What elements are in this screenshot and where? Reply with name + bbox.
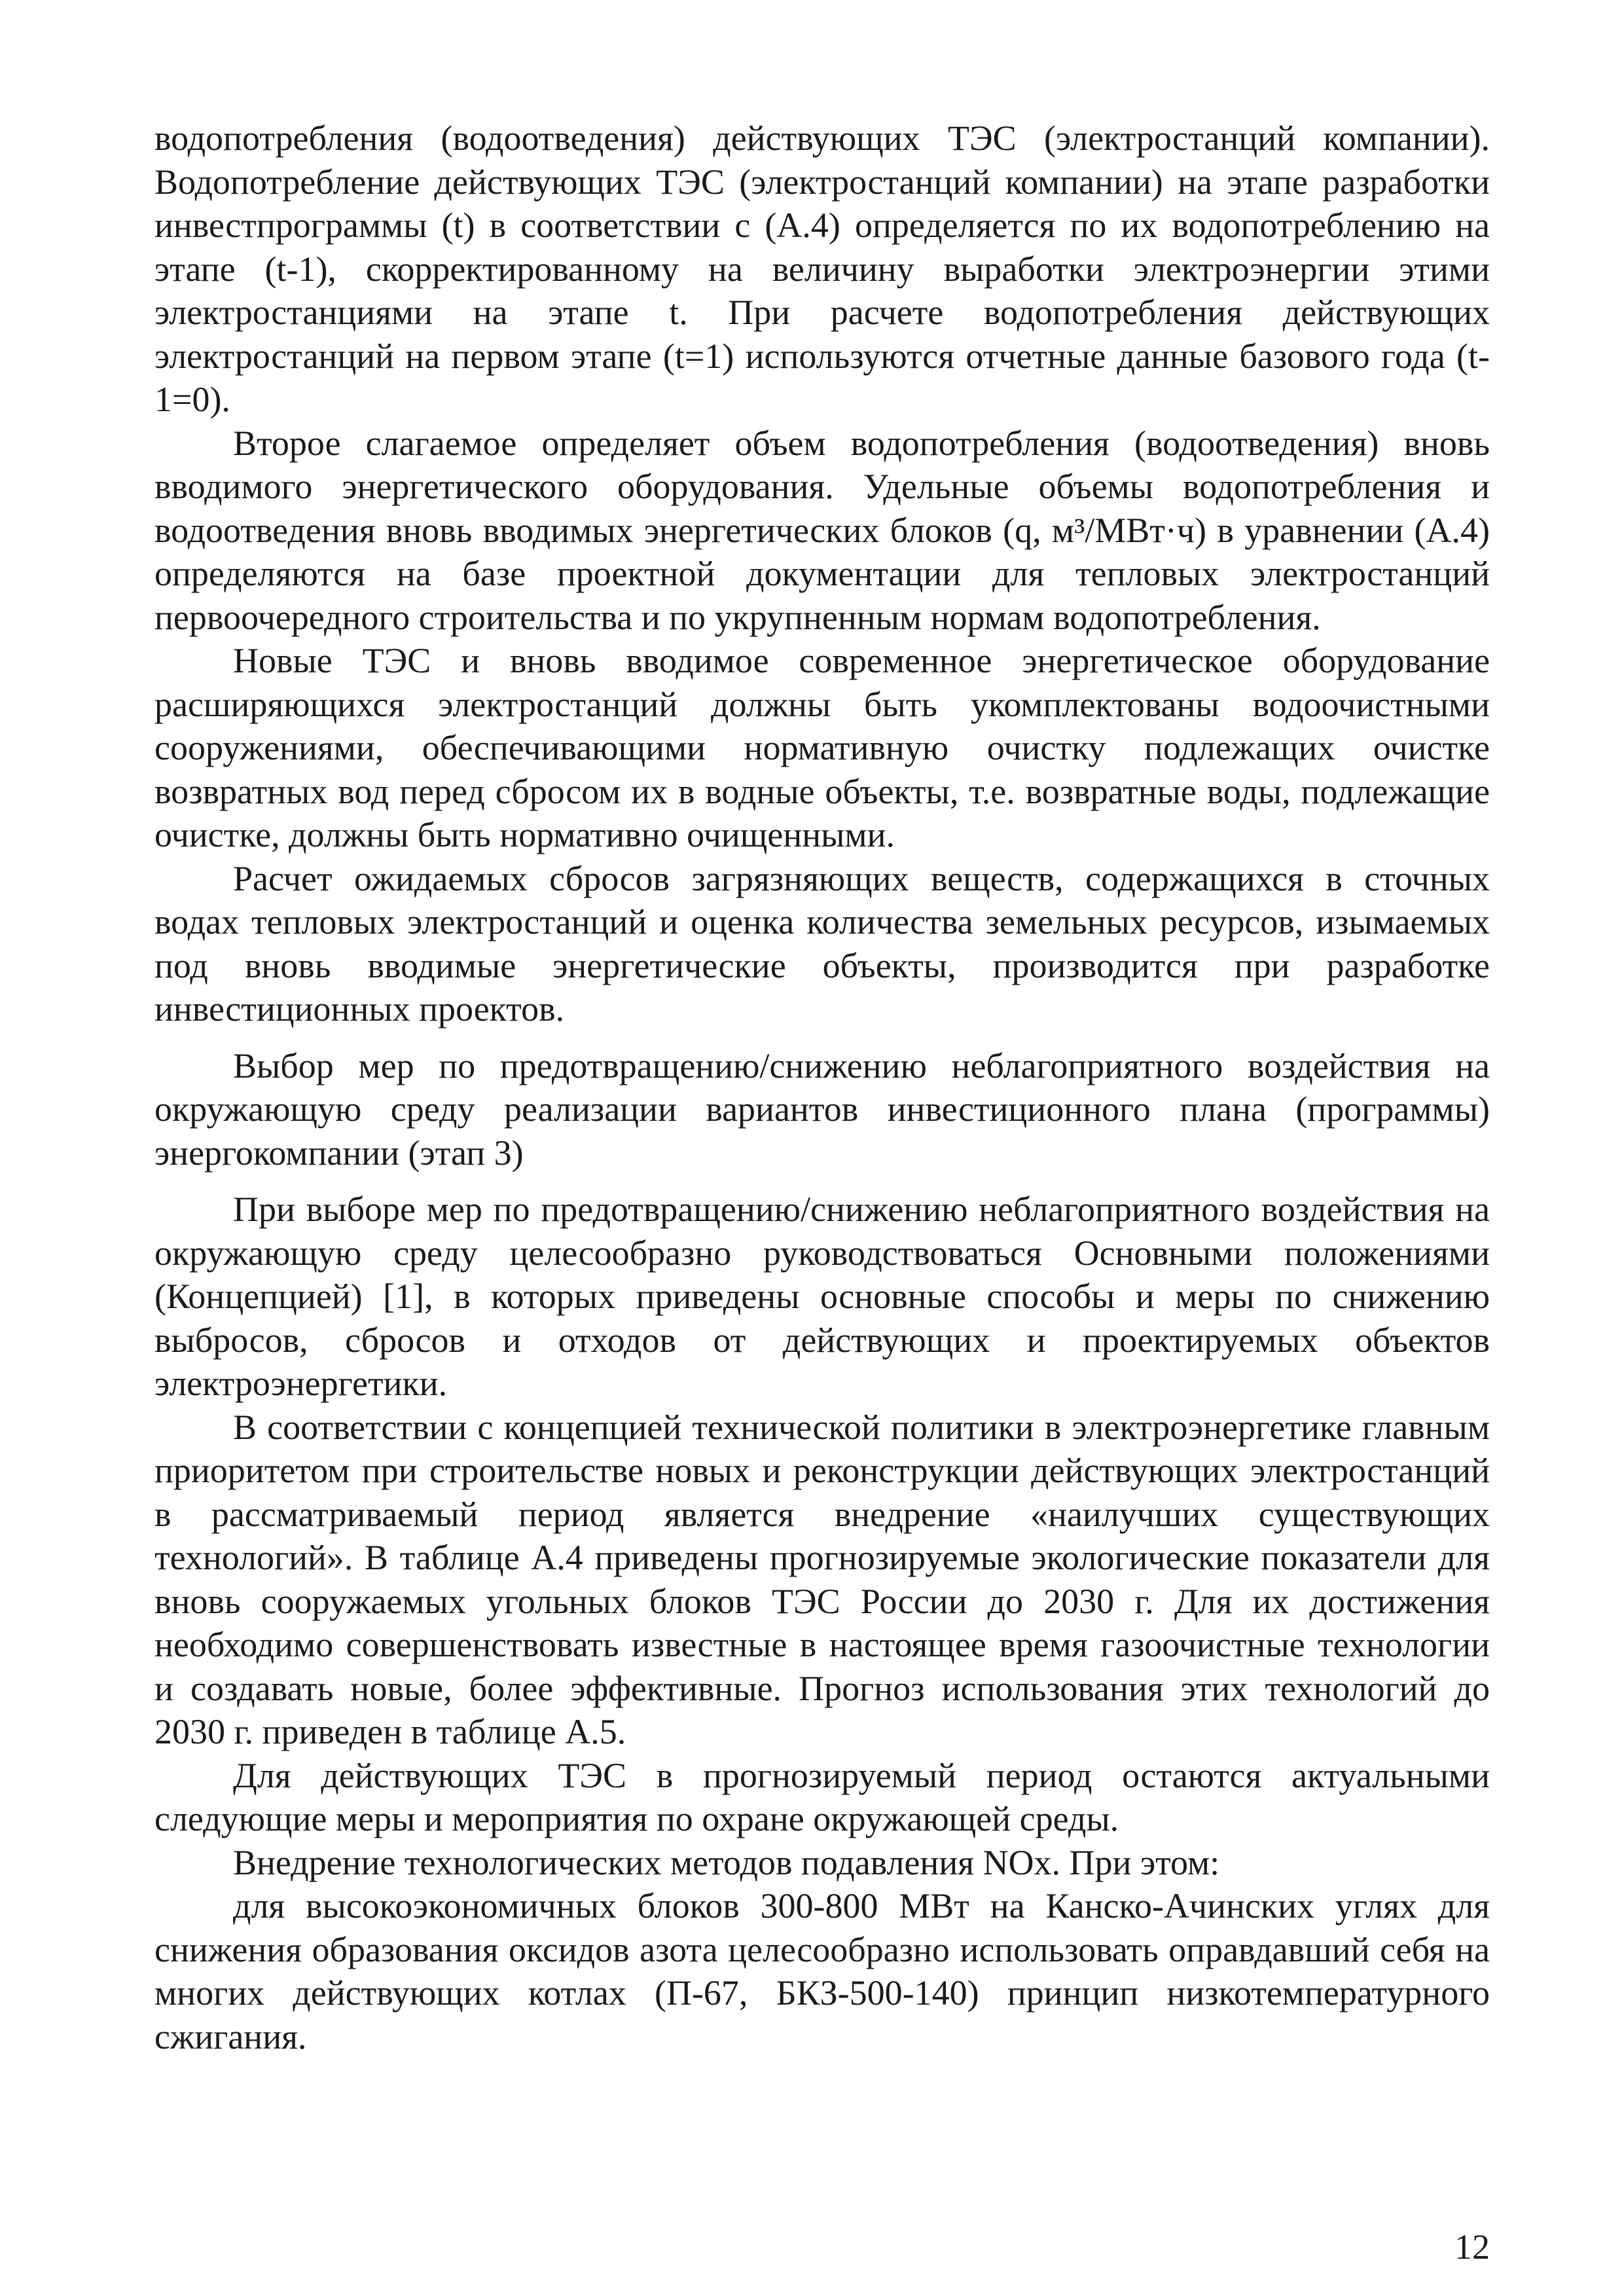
- paragraph-2: Второе слагаемое определяет объем водопотребления (водоотведения) вновь вводимого энергетического оборудования. Удельные объемы водопотребления и водоотведения вновь вводимых энергетических блоков (q, м³/МВт·ч) в уравнении (А.4) определяются на базе проектной документации для тепловых электростанций первоочередного строительства и по укрупненным нормам водопотребления.: [154, 423, 1490, 637]
- paragraph-9: для высокоэкономичных блоков 300-800 МВт на Канско-Ачинских углях для снижения образования оксидов азота целесообразно использовать оправдавший себя на многих действующих котлах (П-67, БКЗ-500-140) принцип низкотемпературного сжигания.: [154, 1886, 1490, 2056]
- paragraph-3: Новые ТЭС и вновь вводимое современное энергетическое оборудование расширяющихся электростанций должны быть укомплектованы водоочистными сооружениями, обеспечивающими нормативную очистку подлежащих очистке возвратных вод перед сбросом их в водные объекты, т.е. возвратные воды, подлежащие очистке, должны быть нормативно очищенными.: [154, 641, 1490, 854]
- paragraph-7: Для действующих ТЭС в прогнозируемый период остаются актуальными следующие меры и мероприятия по охране окружающей среды.: [154, 1755, 1490, 1838]
- paragraph-6: В соответствии с концепцией технической политики в электроэнергетике главным приоритетом при строительстве новых и реконструкции действующих электростанций в рассматриваемый период является внедрение «наилучших существующих технологий». В таблице А.4 приведены прогнозируемые экологические показатели для вновь сооружаемых угольных блоков ТЭС России до 2030 г. Для их достижения необходимо совершенствовать известные в настоящее время газоочистные технологии и создавать новые, более эффективные. Прогноз использования этих технологий до 2030 г. приведен в таблице А.5.: [154, 1407, 1490, 1751]
- section-heading: Выбор мер по предотвращению/снижению неблагоприятного воздействия на окружающую среду реализации вариантов инвестиционного плана (программы) энергокомпании (этап 3): [154, 1046, 1490, 1173]
- paragraph-4: Расчет ожидаемых сбросов загрязняющих веществ, содержащихся в сточных водах тепловых электростанций и оценка количества земельных ресурсов, изымаемых под вновь вводимые энергетические объекты, производится при разработке инвестиционных проектов.: [154, 858, 1490, 1029]
- paragraph-1: водопотребления (водоотведения) действующих ТЭС (электростанций компании). Водопотребление действующих ТЭС (электростанций компании) на этапе разработки инвестпрограммы (t) в соответствии с (А.4) определяется по их водопотреблению на этапе (t-1), скорректированному на величину выработки электроэнергии этими электростанциями на этапе t. При расчете водопотребления действующих электростанций на первом этапе (t=1) используются отчетные данные базового года (t-1=0).: [154, 118, 1490, 419]
- paragraph-8: Внедрение технологических методов подавления NOx. При этом:: [233, 1842, 1220, 1882]
- document-page: [154, 117, 1490, 2058]
- paragraph-5: При выборе мер по предотвращению/снижению неблагоприятного воздействия на окружающую среду целесообразно руководствоваться Основными положениями (Концепцией) [1], в которых приведены основные способы и меры по снижению выбросов, сбросов и отходов от действующих и проектируемых объектов электроэнергетики.: [154, 1190, 1490, 1403]
- page-number: 12: [1454, 2227, 1490, 2267]
